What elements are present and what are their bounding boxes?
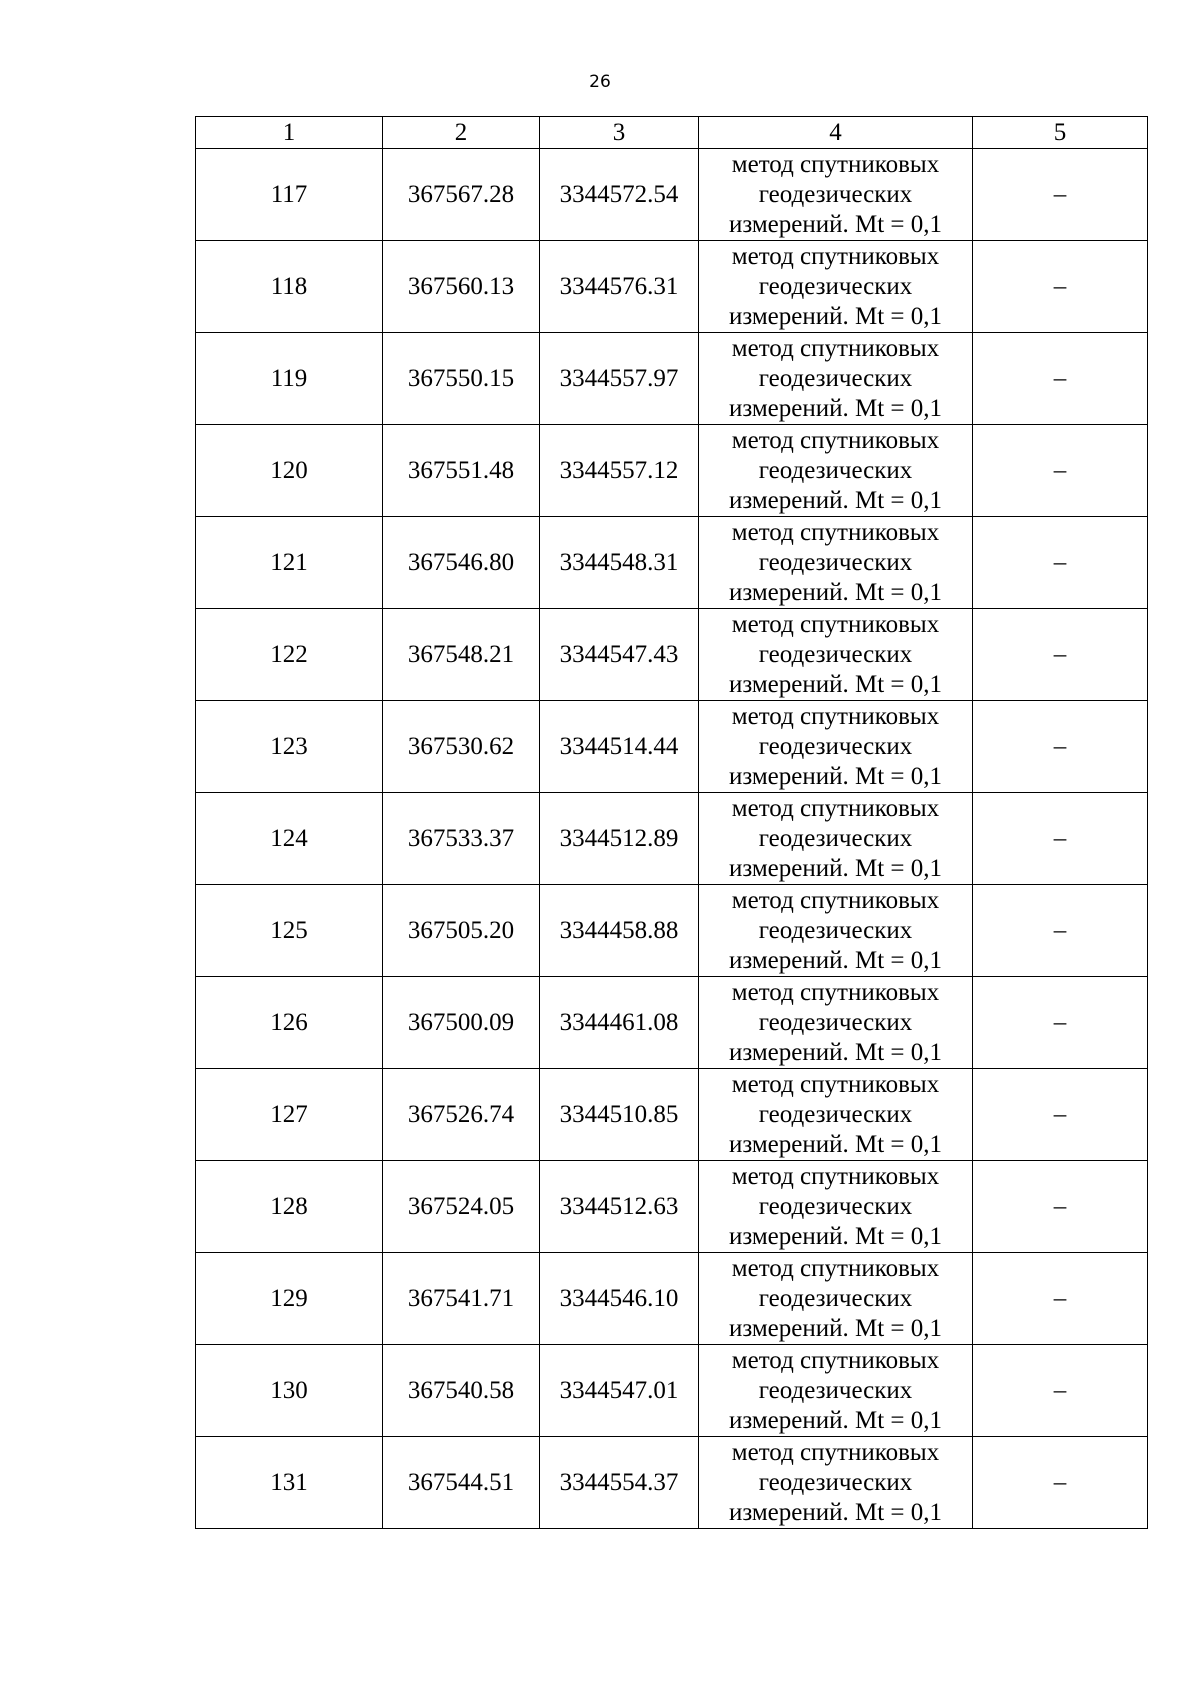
method-line: измерений. Mt = 0,1 bbox=[728, 1498, 943, 1526]
method-cell bbox=[699, 149, 973, 241]
coordinates-table bbox=[195, 116, 1148, 1529]
header-cell-4: 4 bbox=[699, 117, 973, 149]
y-coordinate-cell: 3344572.54 bbox=[540, 149, 699, 241]
y-coordinate-cell: 3344554.37 bbox=[540, 1437, 699, 1529]
method-cell bbox=[699, 425, 973, 517]
method-line: геодезических bbox=[758, 456, 913, 484]
y-coordinate-cell: 3344576.31 bbox=[540, 241, 699, 333]
note-cell: – bbox=[973, 517, 1148, 609]
y-coordinate-cell: 3344546.10 bbox=[540, 1253, 699, 1345]
method-line: метод спутниковых bbox=[731, 518, 940, 546]
y-coordinate-cell: 3344461.08 bbox=[540, 977, 699, 1069]
x-coordinate-cell: 367551.48 bbox=[383, 425, 540, 517]
method-cell bbox=[699, 885, 973, 977]
method-line: измерений. Mt = 0,1 bbox=[728, 578, 943, 606]
header-cell-2: 2 bbox=[383, 117, 540, 149]
point-number-cell: 129 bbox=[196, 1253, 383, 1345]
x-coordinate-cell: 367533.37 bbox=[383, 793, 540, 885]
method-cell bbox=[699, 701, 973, 793]
note-cell: – bbox=[973, 1437, 1148, 1529]
page-number: 26 bbox=[589, 72, 611, 92]
x-coordinate-cell: 367560.13 bbox=[383, 241, 540, 333]
table-row bbox=[196, 885, 1148, 977]
method-cell bbox=[699, 793, 973, 885]
note-cell: – bbox=[973, 1253, 1148, 1345]
note-cell: – bbox=[973, 609, 1148, 701]
point-number-cell: 120 bbox=[196, 425, 383, 517]
y-coordinate-cell: 3344458.88 bbox=[540, 885, 699, 977]
y-coordinate-cell: 3344510.85 bbox=[540, 1069, 699, 1161]
method-cell bbox=[699, 1069, 973, 1161]
note-cell: – bbox=[973, 793, 1148, 885]
note-cell: – bbox=[973, 701, 1148, 793]
x-coordinate-cell: 367546.80 bbox=[383, 517, 540, 609]
method-line: измерений. Mt = 0,1 bbox=[728, 762, 943, 790]
method-line: метод спутниковых bbox=[731, 1254, 940, 1282]
method-line: метод спутниковых bbox=[731, 886, 940, 914]
y-coordinate-cell: 3344548.31 bbox=[540, 517, 699, 609]
method-line: геодезических bbox=[758, 364, 913, 392]
method-line: измерений. Mt = 0,1 bbox=[728, 486, 943, 514]
method-line: геодезических bbox=[758, 272, 913, 300]
method-line: измерений. Mt = 0,1 bbox=[728, 394, 943, 422]
method-line: измерений. Mt = 0,1 bbox=[728, 1130, 943, 1158]
point-number-cell: 131 bbox=[196, 1437, 383, 1529]
x-coordinate-cell: 367526.74 bbox=[383, 1069, 540, 1161]
method-line: метод спутниковых bbox=[731, 610, 940, 638]
method-cell bbox=[699, 1437, 973, 1529]
table-row bbox=[196, 517, 1148, 609]
method-line: геодезических bbox=[758, 824, 913, 852]
method-cell bbox=[699, 1161, 973, 1253]
point-number-cell: 130 bbox=[196, 1345, 383, 1437]
method-line: геодезических bbox=[758, 1008, 913, 1036]
y-coordinate-cell: 3344514.44 bbox=[540, 701, 699, 793]
y-coordinate-cell: 3344557.12 bbox=[540, 425, 699, 517]
method-line: геодезических bbox=[758, 1100, 913, 1128]
point-number-cell: 124 bbox=[196, 793, 383, 885]
note-cell: – bbox=[973, 1161, 1148, 1253]
y-coordinate-cell: 3344547.01 bbox=[540, 1345, 699, 1437]
table-row bbox=[196, 609, 1148, 701]
method-line: метод спутниковых bbox=[731, 794, 940, 822]
method-line: метод спутниковых bbox=[731, 1162, 940, 1190]
method-cell bbox=[699, 1253, 973, 1345]
header-cell-3: 3 bbox=[540, 117, 699, 149]
point-number-cell: 125 bbox=[196, 885, 383, 977]
method-line: измерений. Mt = 0,1 bbox=[728, 1038, 943, 1066]
point-number-cell: 118 bbox=[196, 241, 383, 333]
method-line: измерений. Mt = 0,1 bbox=[728, 1222, 943, 1250]
method-cell bbox=[699, 977, 973, 1069]
x-coordinate-cell: 367550.15 bbox=[383, 333, 540, 425]
point-number-cell: 127 bbox=[196, 1069, 383, 1161]
table-row bbox=[196, 425, 1148, 517]
method-line: геодезических bbox=[758, 180, 913, 208]
note-cell: – bbox=[973, 1069, 1148, 1161]
x-coordinate-cell: 367541.71 bbox=[383, 1253, 540, 1345]
y-coordinate-cell: 3344512.63 bbox=[540, 1161, 699, 1253]
method-cell bbox=[699, 517, 973, 609]
method-line: геодезических bbox=[758, 916, 913, 944]
method-line: метод спутниковых bbox=[731, 978, 940, 1006]
method-line: геодезических bbox=[758, 640, 913, 668]
x-coordinate-cell: 367530.62 bbox=[383, 701, 540, 793]
point-number-cell: 117 bbox=[196, 149, 383, 241]
note-cell: – bbox=[973, 241, 1148, 333]
note-cell: – bbox=[973, 977, 1148, 1069]
method-line: метод спутниковых bbox=[731, 1346, 940, 1374]
y-coordinate-cell: 3344512.89 bbox=[540, 793, 699, 885]
method-line: измерений. Mt = 0,1 bbox=[728, 1406, 943, 1434]
note-cell: – bbox=[973, 333, 1148, 425]
method-line: метод спутниковых bbox=[731, 702, 940, 730]
point-number-cell: 123 bbox=[196, 701, 383, 793]
method-line: измерений. Mt = 0,1 bbox=[728, 302, 943, 330]
table-header-row bbox=[196, 117, 1148, 149]
x-coordinate-cell: 367524.05 bbox=[383, 1161, 540, 1253]
method-line: метод спутниковых bbox=[731, 150, 940, 178]
method-line: измерений. Mt = 0,1 bbox=[728, 210, 943, 238]
table-body bbox=[196, 117, 1148, 1529]
table-row bbox=[196, 701, 1148, 793]
note-cell: – bbox=[973, 425, 1148, 517]
table-row bbox=[196, 1345, 1148, 1437]
method-line: измерений. Mt = 0,1 bbox=[728, 946, 943, 974]
y-coordinate-cell: 3344547.43 bbox=[540, 609, 699, 701]
method-line: метод спутниковых bbox=[731, 1070, 940, 1098]
table-row bbox=[196, 1437, 1148, 1529]
method-line: измерений. Mt = 0,1 bbox=[728, 1314, 943, 1342]
point-number-cell: 122 bbox=[196, 609, 383, 701]
point-number-cell: 126 bbox=[196, 977, 383, 1069]
method-line: метод спутниковых bbox=[731, 426, 940, 454]
x-coordinate-cell: 367548.21 bbox=[383, 609, 540, 701]
x-coordinate-cell: 367500.09 bbox=[383, 977, 540, 1069]
method-line: измерений. Mt = 0,1 bbox=[728, 670, 943, 698]
table-row bbox=[196, 1161, 1148, 1253]
point-number-cell: 119 bbox=[196, 333, 383, 425]
method-cell bbox=[699, 609, 973, 701]
method-cell bbox=[699, 1345, 973, 1437]
method-line: геодезических bbox=[758, 732, 913, 760]
method-line: геодезических bbox=[758, 548, 913, 576]
x-coordinate-cell: 367567.28 bbox=[383, 149, 540, 241]
point-number-cell: 128 bbox=[196, 1161, 383, 1253]
table-row bbox=[196, 241, 1148, 333]
note-cell: – bbox=[973, 149, 1148, 241]
table-row bbox=[196, 149, 1148, 241]
x-coordinate-cell: 367540.58 bbox=[383, 1345, 540, 1437]
note-cell: – bbox=[973, 1345, 1148, 1437]
method-line: геодезических bbox=[758, 1192, 913, 1220]
table-row bbox=[196, 977, 1148, 1069]
method-line: геодезических bbox=[758, 1376, 913, 1404]
method-line: геодезических bbox=[758, 1284, 913, 1312]
table-row bbox=[196, 1069, 1148, 1161]
header-cell-5: 5 bbox=[973, 117, 1148, 149]
x-coordinate-cell: 367544.51 bbox=[383, 1437, 540, 1529]
header-cell-1: 1 bbox=[196, 117, 383, 149]
table-row bbox=[196, 333, 1148, 425]
method-line: метод спутниковых bbox=[731, 334, 940, 362]
method-cell bbox=[699, 333, 973, 425]
y-coordinate-cell: 3344557.97 bbox=[540, 333, 699, 425]
method-cell bbox=[699, 241, 973, 333]
method-line: метод спутниковых bbox=[731, 1438, 940, 1466]
table-row bbox=[196, 1253, 1148, 1345]
x-coordinate-cell: 367505.20 bbox=[383, 885, 540, 977]
method-line: метод спутниковых bbox=[731, 242, 940, 270]
point-number-cell: 121 bbox=[196, 517, 383, 609]
method-line: геодезических bbox=[758, 1468, 913, 1496]
table-row bbox=[196, 793, 1148, 885]
method-line: измерений. Mt = 0,1 bbox=[728, 854, 943, 882]
note-cell: – bbox=[973, 885, 1148, 977]
